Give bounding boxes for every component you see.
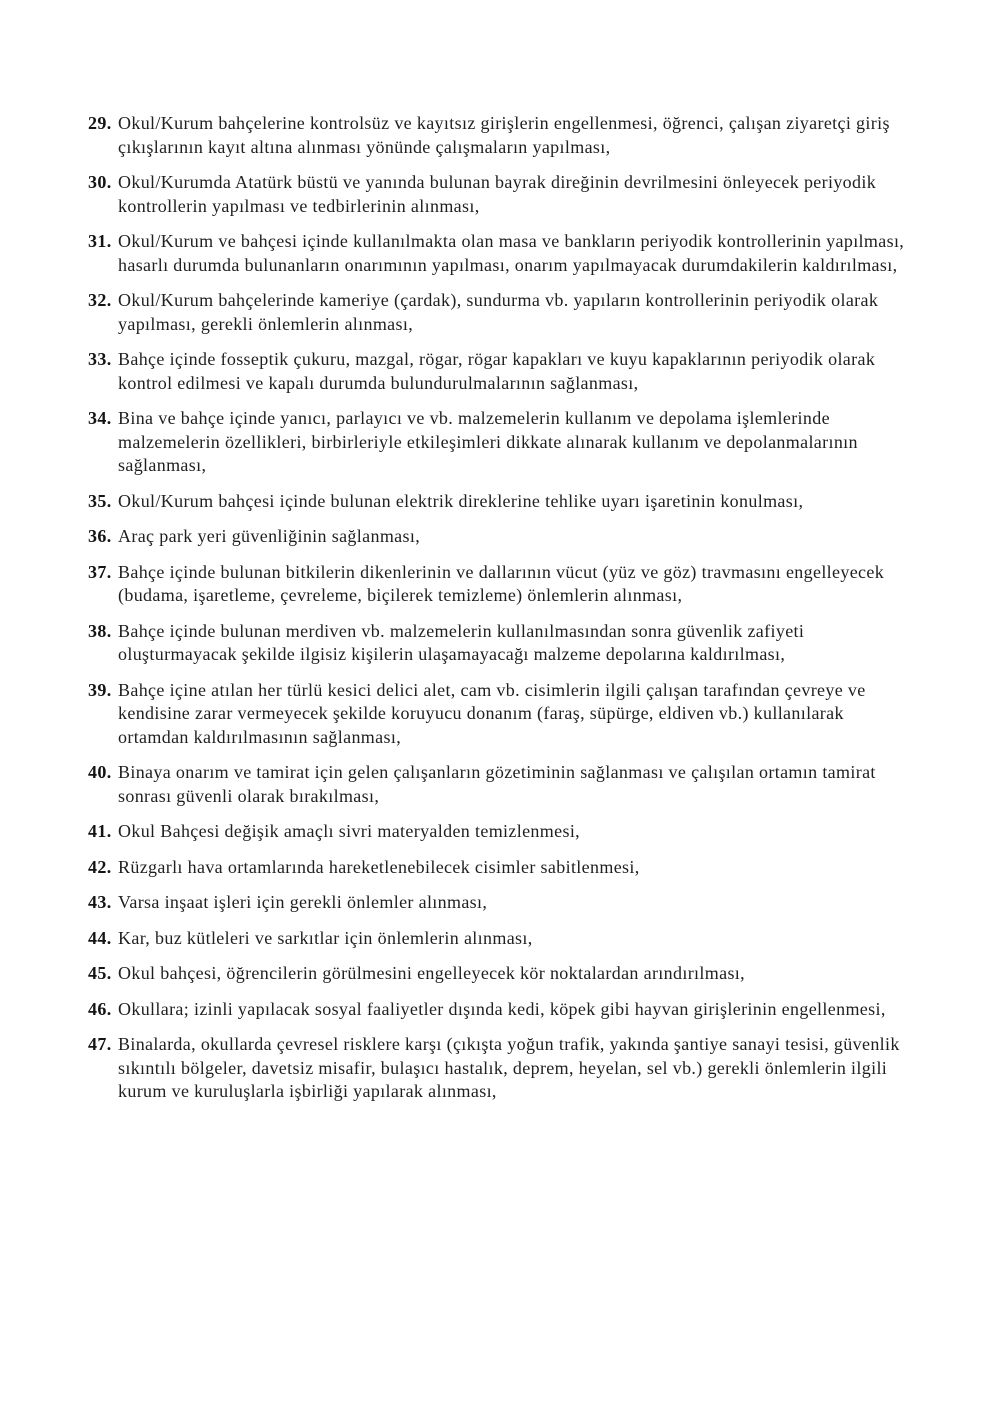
item-number: 35. [88,490,112,511]
item-number: 43. [88,892,112,912]
item-number: 29. [88,113,112,133]
list-item [88,856,920,880]
item-text: Okul/Kurum bahçelerine kontrolsüz ve kayıtsız girişlerin engellenmesi, öğrenci, çalışan ziyaretçi giriş çıkışlarının kayıt altına alınması yönünde çalışmaların yapılması, [118,113,890,157]
list-item [88,679,920,750]
item-number: 38. [88,620,112,641]
list-item [88,490,920,514]
item-text: Varsa inşaat işleri için gerekli önlemler alınması, [118,892,488,912]
item-text: Binalarda, okullarda çevresel risklere karşı (çıkışta yoğun trafik, yakında şantiye sanayi tesisi, güvenlik sıkıntılı bölgeler, davetsiz misafir, bulaşıcı hastalık, deprem, heyelan, sel vb.) gerekli önlemlerin ilgili kurum ve kuruluşlarla işbirliği yapılarak alınması, [118,1034,900,1101]
item-number: 39. [88,679,112,700]
item-number: 42. [88,856,112,877]
item-number: 34. [88,408,112,428]
item-number: 33. [88,349,112,369]
item-number: 45. [88,963,112,983]
item-number: 41. [88,821,112,841]
item-text: Okul/Kurum ve bahçesi içinde kullanılmakta olan masa ve bankların periyodik kontrollerinin yapılması, hasarlı durumda bulunanların onarımının yapılması, onarım yapılmayacak durumdakilerin kaldırılması, [118,231,905,275]
list-item [88,620,920,667]
list-item [88,891,920,915]
item-text: Bahçe içinde bulunan bitkilerin dikenlerinin ve dallarının vücut (yüz ve göz) travmasını engelleyecek (budama, işaretleme, çevreleme, biçilerek temizleme) önlemlerin alınması, [118,561,885,605]
item-text: Araç park yeri güvenliğinin sağlanması, [118,526,421,546]
item-text: Bahçe içinde bulunan merdiven vb. malzemelerin kullanılmasından sonra güvenlik zafiyeti oluşturmayacak şekilde ilgisiz kişilerin ulaşamayacağı malzeme depolarına kaldırılması, [118,620,805,664]
list-item [88,171,920,218]
item-text: Binaya onarım ve tamirat için gelen çalışanların gözetiminin sağlanması ve çalışılan ortamın tamirat sonrası güvenli olarak bırakılması, [118,762,876,806]
list-item [88,525,920,549]
list-item [88,289,920,336]
item-number: 32. [88,290,112,310]
list-item [88,820,920,844]
item-text: Bina ve bahçe içinde yanıcı, parlayıcı ve vb. malzemelerin kullanım ve depolama işlemlerinde malzemelerin özellikleri, birbirleriyle etkileşimleri dikkate alınarak kullanım ve depolanmalarının sağlanması, [118,408,858,475]
list-item [88,761,920,808]
numbered-list [88,112,920,1104]
item-text: Bahçe içinde fosseptik çukuru, mazgal, rögar, rögar kapakları ve kuyu kapaklarının periyodik olarak kontrol edilmesi ve kapalı durumda bulundurulmalarının sağlanması, [118,349,876,393]
item-text: Okul bahçesi, öğrencilerin görülmesini engelleyecek kör noktalardan arındırılması, [118,963,745,983]
item-number: 30. [88,172,112,192]
item-number: 46. [88,998,112,1019]
list-item [88,927,920,951]
item-number: 31. [88,231,112,251]
list-item [88,407,920,478]
item-number: 47. [88,1034,112,1054]
item-text: Okul/Kurumda Atatürk büstü ve yanında bulunan bayrak direğinin devrilmesini önleyecek periyodik kontrollerin yapılması ve tedbirlerinin alınması, [118,172,877,216]
item-text: Kar, buz kütleleri ve sarkıtlar için önlemlerin alınması, [118,927,533,948]
list-item [88,998,920,1022]
item-text: Bahçe içine atılan her türlü kesici delici alet, cam vb. cisimlerin ilgili çalışan tarafından çevreye ve kendisine zarar vermeyecek şekilde koruyucu donanım (faraş, süpürge, eldiven vb.) kullanılarak ortamdan kaldırılmasının sağlanması, [118,679,866,747]
item-text: Rüzgarlı hava ortamlarında hareketlenebilecek cisimler sabitlenmesi, [118,856,640,877]
item-number: 40. [88,762,112,782]
item-text: Okul/Kurum bahçesi içinde bulunan elektrik direklerine tehlike uyarı işaretinin konulması, [118,490,804,511]
list-item [88,962,920,986]
list-item [88,230,920,277]
list-item [88,348,920,395]
item-text: Okul Bahçesi değişik amaçlı sivri materyalden temizlenmesi, [118,821,581,841]
list-item [88,1033,920,1104]
list-item [88,112,920,159]
item-number: 44. [88,927,112,948]
item-number: 36. [88,526,112,546]
item-text: Okul/Kurum bahçelerinde kameriye (çardak), sundurma vb. yapıların kontrollerinin periyodik olarak yapılması, gerekli önlemlerin alınması, [118,290,879,334]
item-text: Okullara; izinli yapılacak sosyal faaliyetler dışında kedi, köpek gibi hayvan girişlerinin engellenmesi, [118,998,886,1019]
list-item [88,561,920,608]
item-number: 37. [88,561,112,582]
